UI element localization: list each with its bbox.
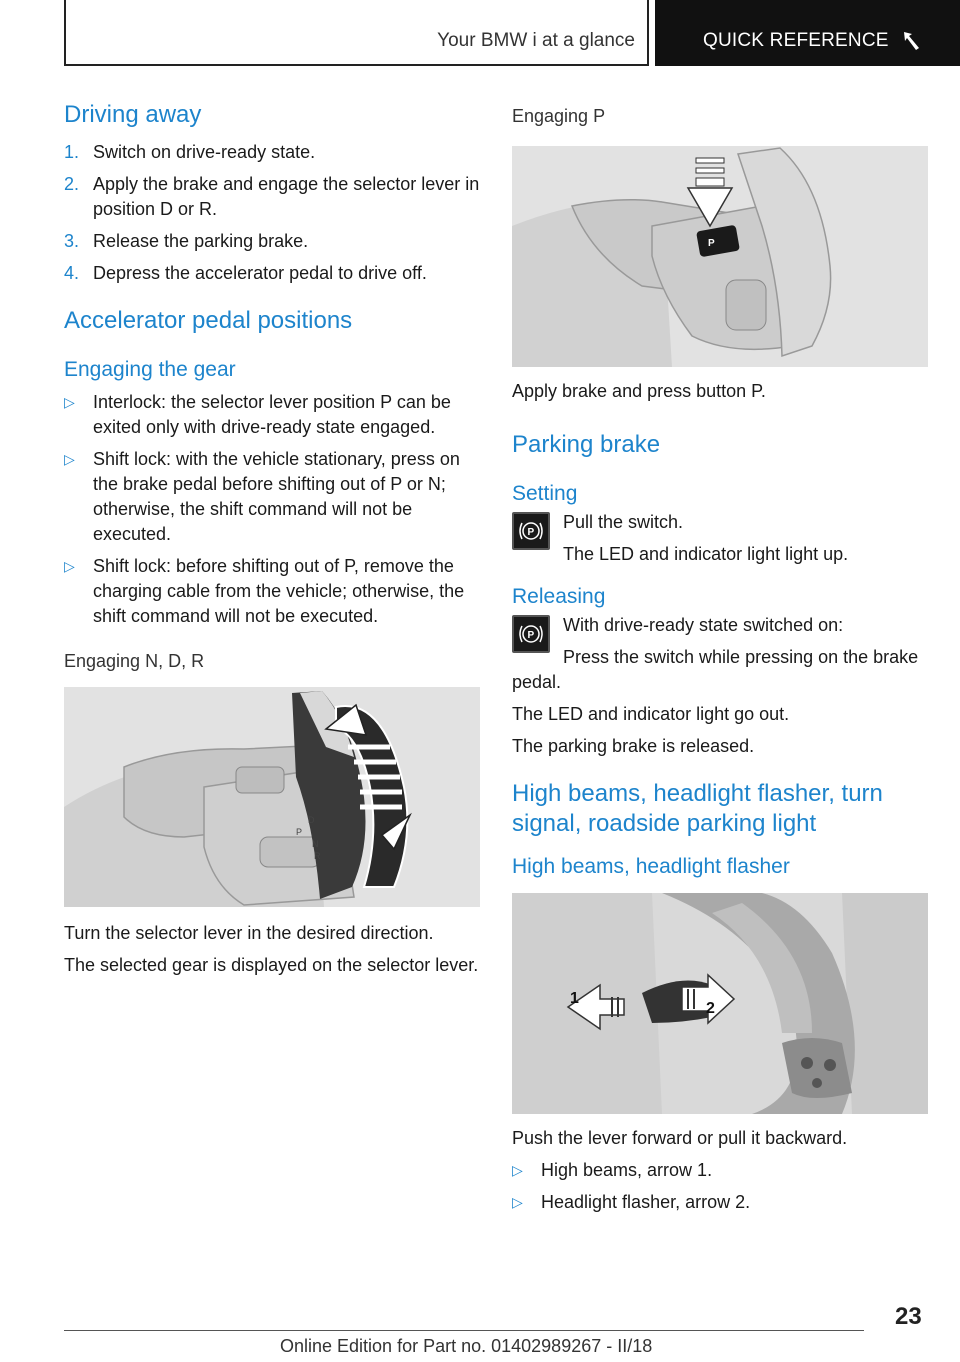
driving-away-steps — [64, 140, 482, 286]
engaging-gear-list — [64, 390, 482, 629]
parking-brake-switch-icon — [512, 512, 550, 550]
page-number: 23 — [895, 1303, 922, 1330]
high-beams-instruction-text: Push the lever forward or pull it backward. — [512, 1128, 848, 1148]
header-chapter-title: Your BMW i at a glance — [437, 30, 635, 51]
bullet-text: High beams, arrow 1. — [541, 1160, 713, 1180]
position-label-d: D — [308, 815, 315, 825]
bullet-text: Shift lock: with the vehicle stationary, press on the brake pedal before shifting out of P or N; otherwise, the shift command will not be executed. — [93, 449, 460, 544]
park-instruction-text: Apply brake and press button P. — [512, 381, 766, 401]
step-text: Apply the brake and engage the selector lever in position D or R. — [93, 174, 480, 219]
step-item — [64, 229, 482, 254]
bullet-text: Interlock: the selector lever position P can be exited only with drive-ready state engaged. — [93, 392, 451, 437]
step-text: Switch on drive-ready state. — [93, 142, 316, 162]
releasing-block — [512, 613, 930, 641]
setting-block — [512, 510, 930, 567]
ndr-display-text: The selected gear is displayed on the selector lever. — [64, 955, 479, 975]
park-button-figure — [512, 146, 928, 367]
turn-signal-lever-illustration — [512, 893, 928, 1114]
position-label-n: N — [312, 839, 319, 849]
releasing-line-1: With drive-ready state switched on: — [563, 615, 844, 635]
bullet-triangle-icon: ▷ — [64, 451, 75, 467]
accelerator-heading: Accelerator pedal positions — [64, 307, 353, 334]
setting-line-2: The LED and indicator light light up. — [563, 544, 849, 564]
position-label-r: R — [314, 851, 321, 861]
header-chapter-box — [64, 0, 649, 66]
left-column — [64, 100, 482, 985]
releasing-line-2: Press the switch while pressing on the brake pedal. — [512, 647, 919, 692]
bullet-text: Shift lock: before shifting out of P, remove the charging cable from the vehicle; otherwise, the shift command will not be executed. — [93, 556, 465, 626]
bullet-text: Headlight flasher, arrow 2. — [541, 1192, 751, 1212]
step-number: 1. — [64, 142, 80, 162]
position-label-p: P — [296, 827, 303, 837]
bullet-item — [64, 447, 482, 547]
arrow-label-2: 2 — [706, 1000, 715, 1017]
selector-lever-figure — [64, 687, 480, 907]
footer-edition-text: Online Edition for Part no. 01402989267 - II/18 — [280, 1336, 653, 1356]
header-section-title: QUICK REFERENCE — [703, 30, 889, 51]
step-number: 4. — [64, 263, 80, 283]
bullet-triangle-icon: ▷ — [512, 1194, 523, 1210]
releasing-line-3: The LED and indicator light go out. — [512, 704, 790, 724]
engaging-ndr-caption: Engaging N, D, R — [64, 651, 205, 671]
high-beams-subheading: High beams, headlight flasher — [512, 855, 790, 878]
engaging-p-caption: Engaging P — [512, 106, 606, 126]
turn-signal-lever-figure — [512, 893, 928, 1114]
driving-away-heading: Driving away — [64, 101, 202, 128]
releasing-line-4: The parking brake is released. — [512, 736, 755, 756]
step-item — [64, 261, 482, 286]
park-button-label: P — [708, 238, 715, 249]
svg-text:P: P — [527, 527, 535, 538]
footer-divider — [64, 1330, 864, 1331]
selector-lever-illustration — [64, 687, 480, 907]
step-item — [64, 172, 482, 222]
bullet-item — [512, 1158, 930, 1183]
setting-line-1: Pull the switch. — [563, 512, 684, 532]
bullet-item — [64, 390, 482, 440]
high-beams-heading: High beams, headlight flasher, turn signal, roadside parking light — [512, 780, 883, 837]
bullet-triangle-icon: ▷ — [64, 558, 75, 574]
parking-brake-heading: Parking brake — [512, 431, 661, 458]
bullet-item — [512, 1190, 930, 1215]
engaging-gear-heading: Engaging the gear — [64, 358, 236, 381]
bullet-triangle-icon: ▷ — [512, 1162, 523, 1178]
ndr-instruction-text: Turn the selector lever in the desired direction. — [64, 923, 434, 943]
step-text: Depress the accelerator pedal to drive off. — [93, 263, 427, 283]
quick-reference-arrow-icon — [901, 30, 921, 52]
bullet-item — [64, 554, 482, 629]
svg-text:P: P — [527, 630, 535, 641]
step-text: Release the parking brake. — [93, 231, 309, 251]
bullet-triangle-icon: ▷ — [64, 394, 75, 410]
header-section-box — [655, 0, 960, 66]
step-item — [64, 140, 482, 165]
step-number: 2. — [64, 174, 80, 194]
step-number: 3. — [64, 231, 80, 251]
park-button-illustration — [512, 146, 928, 367]
setting-heading: Setting — [512, 482, 578, 505]
releasing-heading: Releasing — [512, 585, 606, 608]
right-column — [512, 100, 930, 1222]
arrow-label-1: 1 — [570, 990, 579, 1007]
parking-brake-switch-icon — [512, 615, 550, 653]
